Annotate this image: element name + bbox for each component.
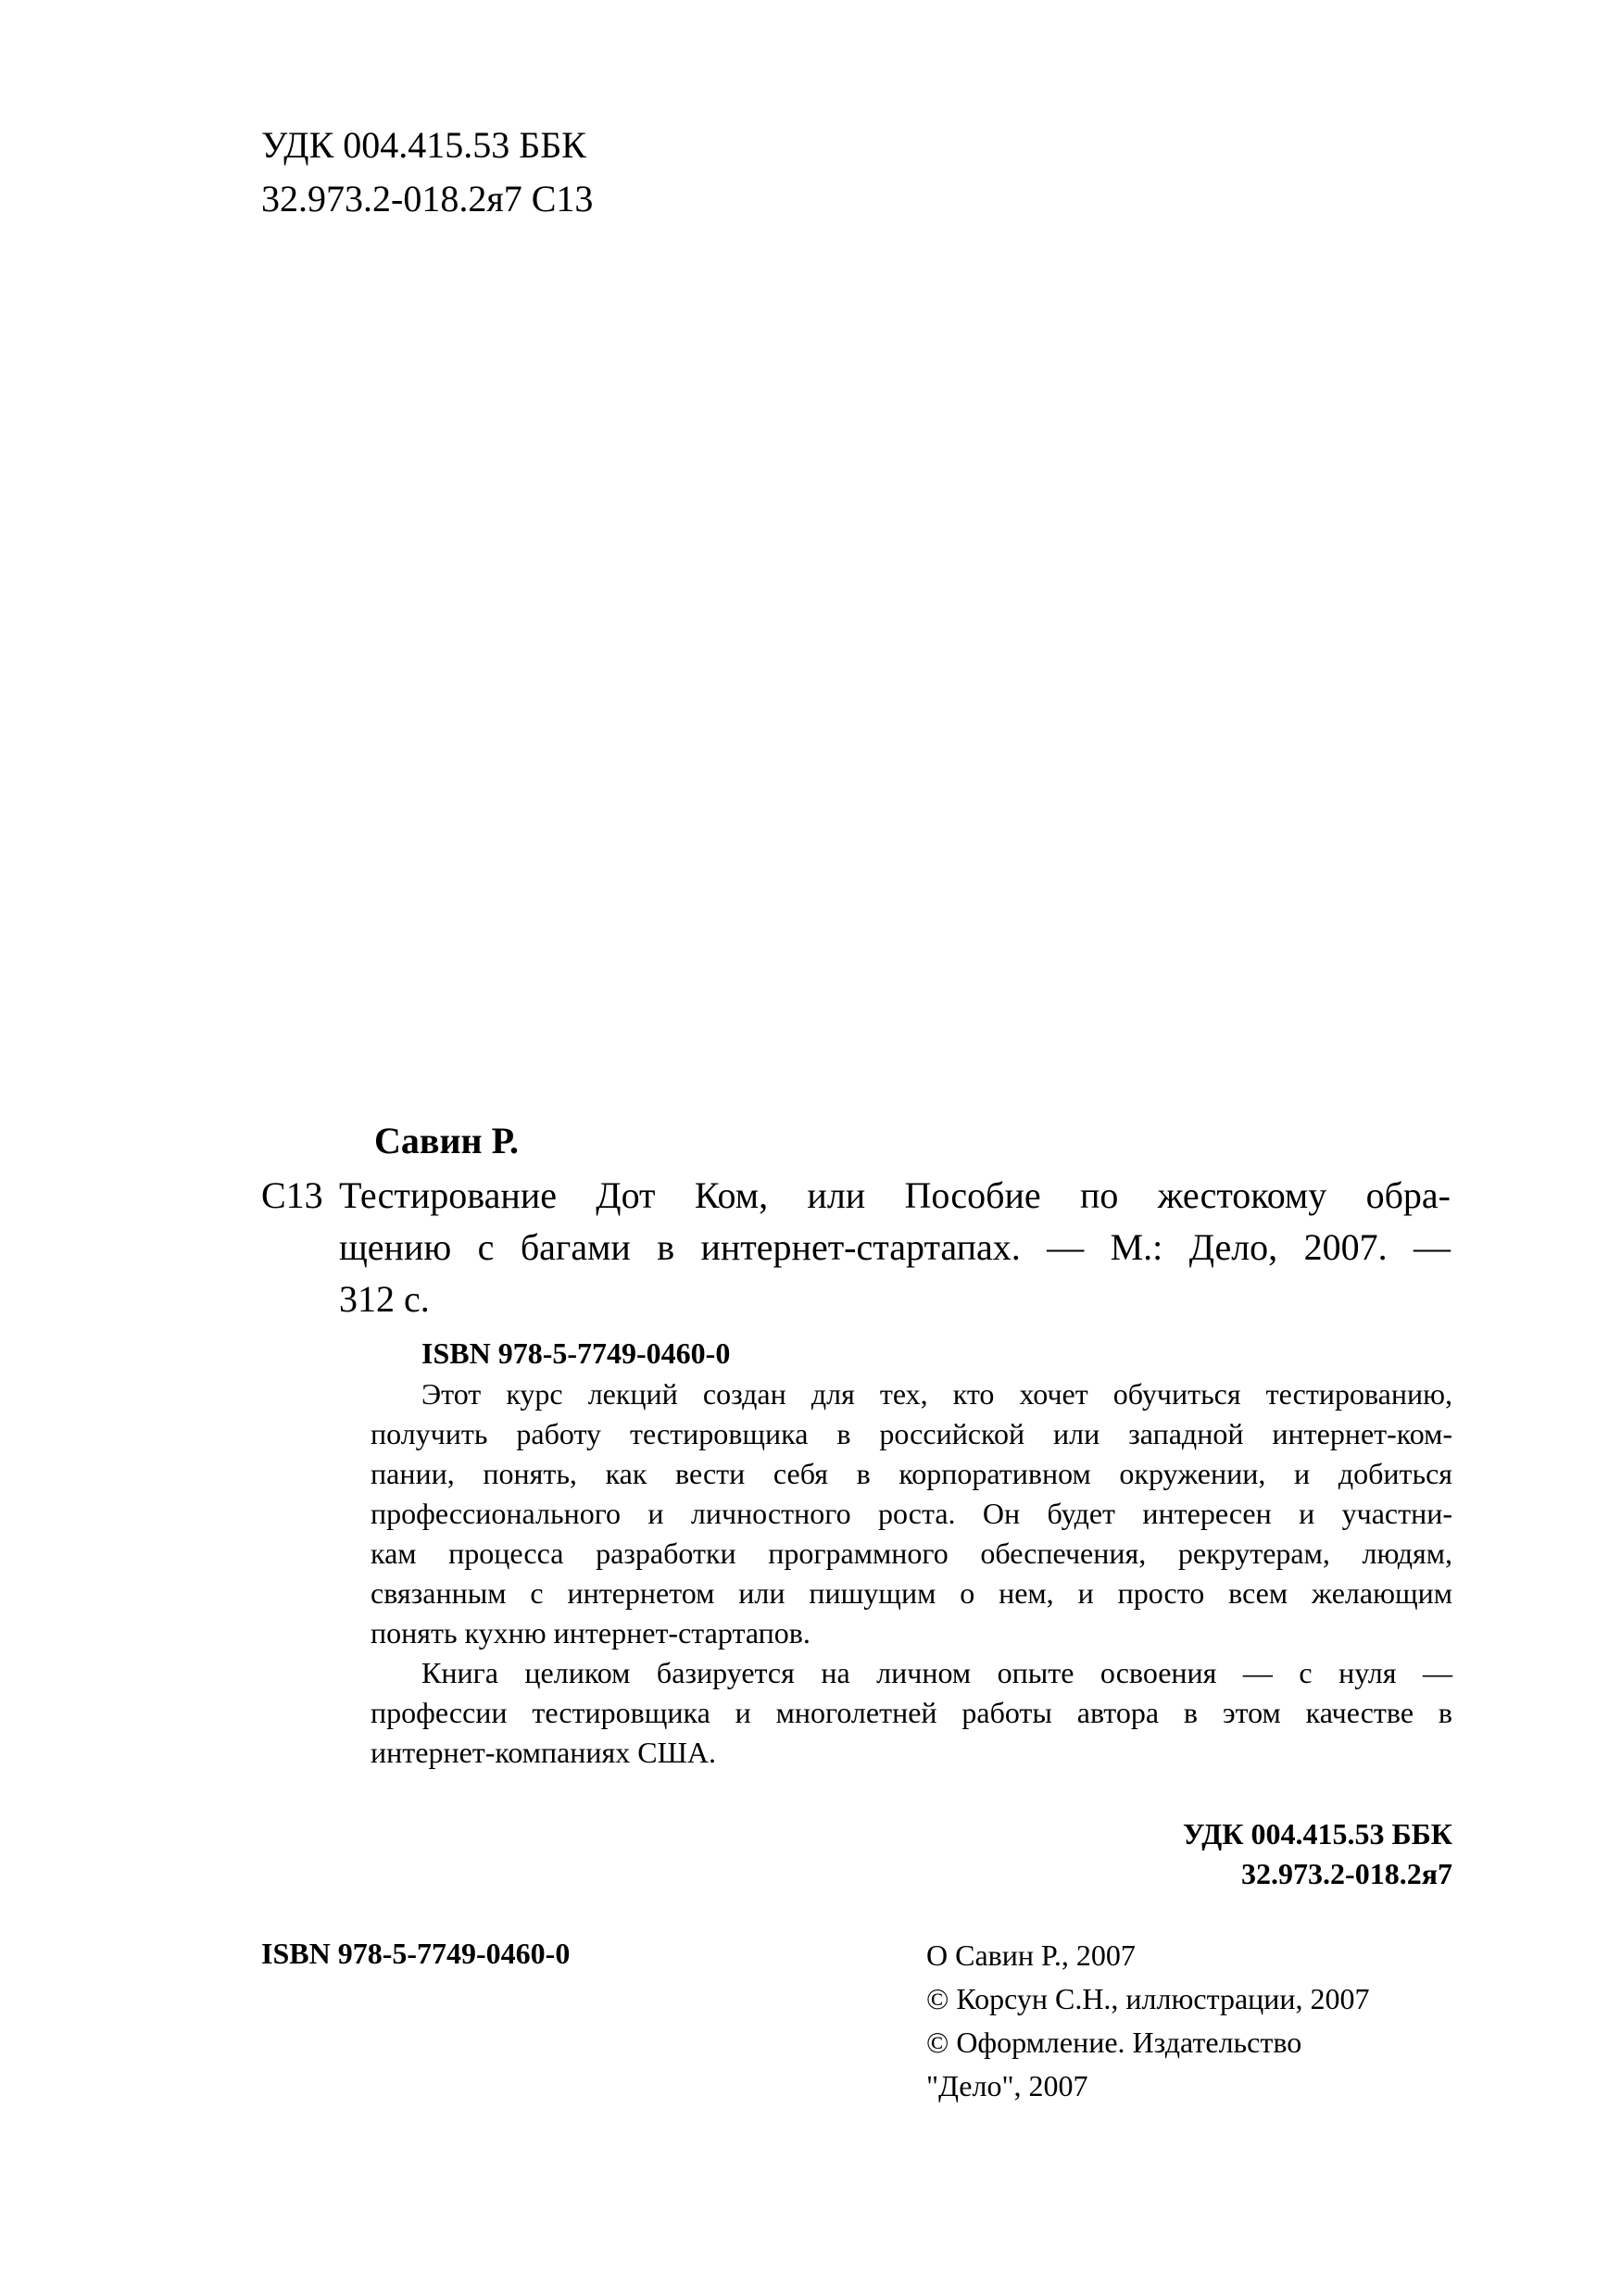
copyright-line: "Дело", 2007 — [926, 2069, 1088, 2102]
author-name: Савин Р. — [374, 1120, 520, 1161]
copyright-line: О Савин Р., 2007 — [926, 1938, 1136, 1972]
copyright-notices — [926, 1934, 1370, 2108]
copyright-line: © Оформление. Издательство — [926, 2026, 1302, 2059]
annotation-line: интернет-компаниях США. — [371, 1736, 716, 1769]
isbn-footer: ISBN 978-5-7749-0460-0 — [261, 1937, 571, 1970]
annotation-line: профессии тестировщика и многолетней работы автора в этом качестве в — [371, 1696, 1452, 1729]
udk-header — [261, 119, 593, 226]
annotation-text — [371, 1374, 1452, 1773]
isbn-label: ISBN 978-5-7749-0460-0 — [421, 1336, 731, 1370]
annotation-line: пании, понять, как вести себя в корпоративном окружении, и добиться — [371, 1457, 1452, 1490]
annotation-line: Этот курс лекций создан для тех, кто хочет обучиться тестированию, — [421, 1377, 1452, 1411]
annotation-line: профессионального и личностного роста. Он будет интересен и участни- — [371, 1497, 1452, 1530]
annotation-line: получить работу тестировщика в российской или западной интернет-ком- — [371, 1417, 1452, 1450]
udk-classification-line-2: 32.973.2-018.2я7 — [1241, 1857, 1452, 1890]
udk-header-line-1: УДК 004.415.53 ББК — [261, 124, 586, 166]
copyright-line: © Корсун С.Н., иллюстрации, 2007 — [926, 1982, 1370, 2015]
annotation-line: кам процесса разработки программного обеспечения, рекрутерам, людям, — [371, 1537, 1452, 1570]
title-line: 312 с. — [339, 1278, 430, 1320]
title-line: Тестирование Дот Ком, или Пособие по жестокому обра- — [339, 1174, 1451, 1216]
title-line: щению с багами в интернет-стартапах. — М.: Дело, 2007. — — [339, 1226, 1451, 1268]
author-mark-code: С13 — [261, 1174, 323, 1216]
annotation-line: связанным с интернетом или пишущим о нем, и просто всем желающим — [371, 1576, 1452, 1610]
bibliographic-description — [339, 1170, 1451, 1325]
udk-classification-line-1: УДК 004.415.53 ББК — [1183, 1817, 1452, 1851]
udk-header-line-2: 32.973.2-018.2я7 С13 — [261, 178, 594, 220]
annotation-line: Книга целиком базируется на личном опыте освоения — с нуля — — [421, 1656, 1452, 1689]
annotation-line: понять кухню интернет-стартапов. — [371, 1616, 810, 1650]
udk-classification — [1183, 1814, 1452, 1894]
